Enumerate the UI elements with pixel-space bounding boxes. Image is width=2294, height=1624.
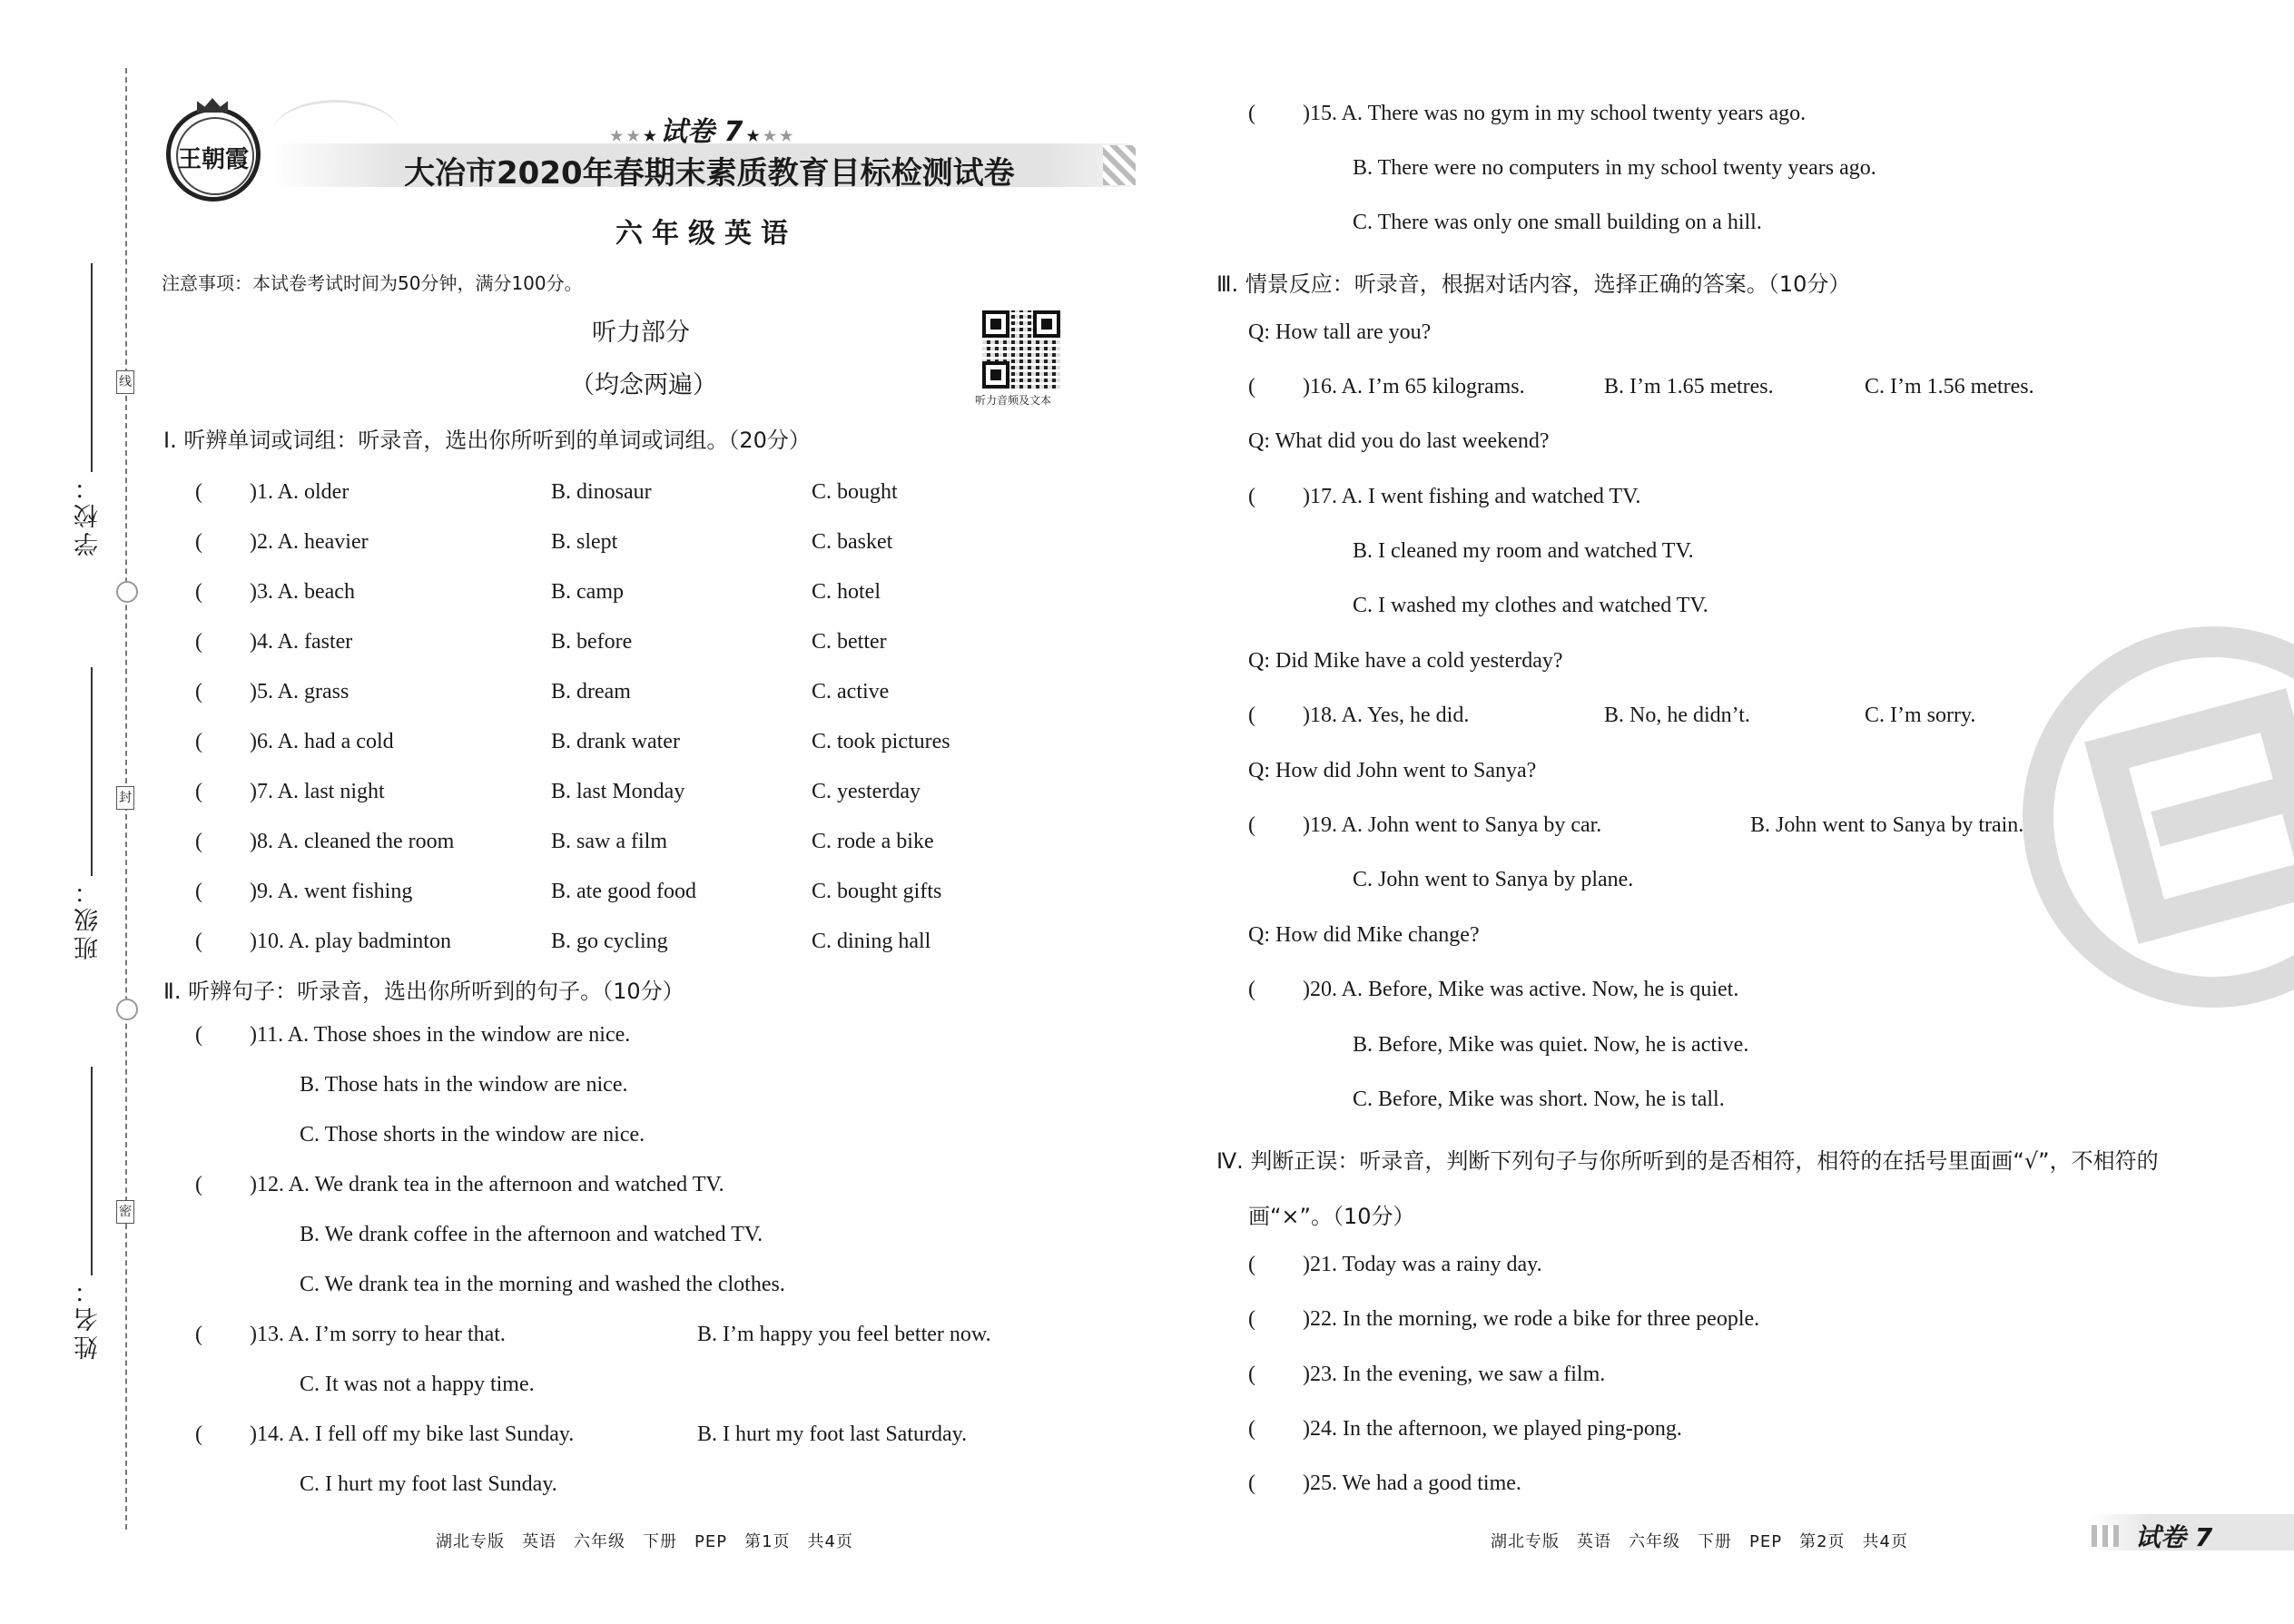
q7-option-c: C. yesterday: [812, 780, 921, 803]
q1-option-a: ( )1. A. older: [195, 480, 350, 504]
name-label: 姓名：: [74, 1275, 103, 1360]
q19-option-b: B. John went to Sanya by train.: [1750, 813, 2024, 837]
qr-code[interactable]: [982, 310, 1060, 389]
exam-notice: 注意事项：本试卷考试时间为50分钟，满分100分。: [162, 272, 583, 294]
q12-option-b: B. We drank coffee in the afternoon and watched TV.: [300, 1223, 763, 1246]
q10-option-b: B. go cycling: [551, 930, 668, 953]
exam-label: [610, 109, 793, 149]
q5-option-b: B. dream: [551, 680, 631, 704]
q17-option-c: C. I washed my clothes and watched TV.: [1353, 594, 1708, 617]
q7-option-b: B. last Monday: [551, 780, 685, 803]
q19-option-a: ( )19. A. John went to Sanya by car.: [1248, 813, 1602, 837]
q9-option-b: B. ate good food: [551, 880, 696, 903]
q13-option-c: C. It was not a happy time.: [300, 1373, 535, 1396]
q18-option-b: B. No, he didn’t.: [1604, 704, 1750, 727]
q16-question: Q: How tall are you?: [1248, 320, 1432, 344]
binding-mark-top: 线: [116, 370, 134, 394]
q21-statement: ( )21. Today was a rainy day.: [1248, 1253, 1542, 1276]
q11-option-c: C. Those shorts in the window are nice.: [300, 1123, 645, 1147]
q23-statement: ( )23. In the evening, we saw a film.: [1248, 1363, 1606, 1386]
footer-tag: 试卷 7: [2135, 1522, 2213, 1552]
q16-option-a: ( )16. A. I’m 65 kilograms.: [1248, 375, 1525, 399]
school-line: [91, 263, 93, 472]
q20-option-c: C. Before, Mike was short. Now, he is tall.: [1353, 1088, 1725, 1111]
school-label: 学校：: [74, 472, 103, 556]
q4-option-a: ( )4. A. faster: [195, 630, 353, 654]
q20-question: Q: How did Mike change?: [1248, 923, 1480, 947]
q8-option-a: ( )8. A. cleaned the room: [195, 830, 455, 853]
section3-title: Ⅲ. 情景反应：听录音，根据对话内容，选择正确的答案。（10分）: [1216, 271, 1851, 297]
q15-option-a: ( )15. A. There was no gym in my school twenty years ago.: [1248, 102, 1807, 125]
q13-option-b: B. I’m happy you feel better now.: [697, 1323, 991, 1346]
q19-option-c: C. John went to Sanya by plane.: [1353, 868, 1634, 891]
q20-option-a: ( )20. A. Before, Mike was active. Now, he is quiet.: [1248, 978, 1739, 1001]
q17-option-a: ( )17. A. I went fishing and watched TV.: [1248, 485, 1641, 508]
class-label: 班级：: [74, 876, 103, 960]
q9-option-a: ( )9. A. went fishing: [195, 880, 413, 903]
binding-dot-1: [116, 581, 138, 603]
name-line: [91, 1067, 93, 1275]
subject-title: 六年级英语: [615, 218, 797, 250]
q3-option-a: ( )3. A. beach: [195, 580, 355, 604]
q18-option-a: ( )18. A. Yes, he did.: [1248, 704, 1470, 727]
q9-option-c: C. bought gifts: [812, 880, 942, 903]
q20-option-b: B. Before, Mike was quiet. Now, he is active.: [1353, 1033, 1749, 1057]
class-line: [91, 667, 93, 876]
q16-option-b: B. I’m 1.65 metres.: [1604, 375, 1774, 399]
q8-option-b: B. saw a film: [551, 830, 667, 853]
section4-title-line1: Ⅳ. 判断正误：听录音，判断下列句子与你所听到的是否相符，相符的在括号里面画“√”，不相符的: [1216, 1148, 2159, 1174]
q12-option-c: C. We drank tea in the morning and washed the clothes.: [300, 1273, 785, 1296]
q19-question: Q: How did John went to Sanya?: [1248, 759, 1537, 782]
q14-option-a: ( )14. A. I fell off my bike last Sunday.: [195, 1422, 575, 1446]
star-icon: ★ ★: [610, 129, 644, 144]
q7-option-a: ( )7. A. last night: [195, 780, 385, 803]
q25-statement: ( )25. We had a good time.: [1248, 1471, 1521, 1495]
binding-mark-mid: 封: [116, 786, 134, 810]
binding-mark-bottom: 密: [116, 1200, 134, 1224]
q11-option-a: ( )11. A. Those shoes in the window are nice.: [195, 1023, 631, 1047]
q2-option-b: B. slept: [551, 530, 618, 554]
q14-option-c: C. I hurt my foot last Sunday.: [300, 1472, 557, 1496]
q18-question: Q: Did Mike have a cold yesterday?: [1248, 649, 1563, 673]
q5-option-c: C. active: [812, 680, 890, 704]
q24-statement: ( )24. In the afternoon, we played ping-pong.: [1248, 1417, 1682, 1441]
q8-option-c: C. rode a bike: [812, 830, 934, 853]
q17-question: Q: What did you do last weekend?: [1248, 429, 1550, 453]
exam-label-text: 试卷 7: [660, 116, 743, 148]
footer-right: 湖北专版 英语 六年级 下册 PEP 第2页 共4页: [1491, 1532, 1908, 1551]
q15-option-c: C. There was only one small building on a hill.: [1353, 211, 1762, 234]
q10-option-a: ( )10. A. play badminton: [195, 930, 451, 953]
q13-option-a: ( )13. A. I’m sorry to hear that.: [195, 1323, 506, 1346]
banner-checker: [1103, 145, 1136, 185]
listening-subtitle: （均念两遍）: [570, 371, 717, 399]
q3-option-c: C. hotel: [812, 580, 881, 604]
q4-option-c: C. better: [812, 630, 887, 654]
star-icon: ★: [743, 129, 760, 144]
ribbon-decoration: [272, 100, 399, 166]
q10-option-c: C. dining hall: [812, 930, 931, 953]
brand-logo-text: 王朝霞: [177, 146, 249, 173]
q1-option-c: C. bought: [812, 480, 898, 504]
star-icon: ★ ★: [759, 129, 793, 144]
q6-option-b: B. drank water: [551, 730, 680, 753]
q6-option-c: C. took pictures: [812, 730, 950, 753]
q1-option-b: B. dinosaur: [551, 480, 652, 504]
q22-statement: ( )22. In the morning, we rode a bike for three people.: [1248, 1307, 1760, 1331]
q18-option-c: C. I’m sorry.: [1865, 704, 1976, 727]
q6-option-a: ( )6. A. had a cold: [195, 730, 394, 753]
star-icon: ★: [643, 129, 661, 144]
q17-option-b: B. I cleaned my room and watched TV.: [1353, 539, 1694, 563]
listening-title: 听力部分: [592, 319, 690, 347]
watermark-seal-icon: [2023, 626, 2294, 1008]
q2-option-c: C. basket: [812, 530, 893, 554]
main-title: 大冶市2020年春期末素质教育目标检测试卷: [404, 155, 1015, 192]
footer-tag-checker: [2092, 1525, 2119, 1547]
q12-option-a: ( )12. A. We drank tea in the afternoon and watched TV.: [195, 1173, 724, 1196]
q15-option-b: B. There were no computers in my school twenty years ago.: [1353, 156, 1876, 180]
crown-icon: [197, 98, 228, 113]
q16-option-c: C. I’m 1.56 metres.: [1865, 375, 2034, 399]
qr-caption: 听力音频及文本: [975, 394, 1052, 407]
q4-option-b: B. before: [551, 630, 633, 654]
q11-option-b: B. Those hats in the window are nice.: [300, 1073, 628, 1097]
q3-option-b: B. camp: [551, 580, 624, 604]
section4-title-line2: 画“×”。（10分）: [1248, 1204, 1415, 1229]
q14-option-b: B. I hurt my foot last Saturday.: [697, 1422, 968, 1446]
q5-option-a: ( )5. A. grass: [195, 680, 350, 704]
binding-dot-2: [116, 999, 138, 1020]
brand-logo: [166, 107, 261, 202]
footer-left: 湖北专版 英语 六年级 下册 PEP 第1页 共4页: [436, 1532, 853, 1551]
section1-title: Ⅰ. 听辨单词或词组：听录音，选出你所听到的单词或词组。（20分）: [163, 428, 811, 453]
section2-title: Ⅱ. 听辨句子：听录音，选出你所听到的句子。（10分）: [163, 979, 684, 1004]
q2-option-a: ( )2. A. heavier: [195, 530, 369, 554]
